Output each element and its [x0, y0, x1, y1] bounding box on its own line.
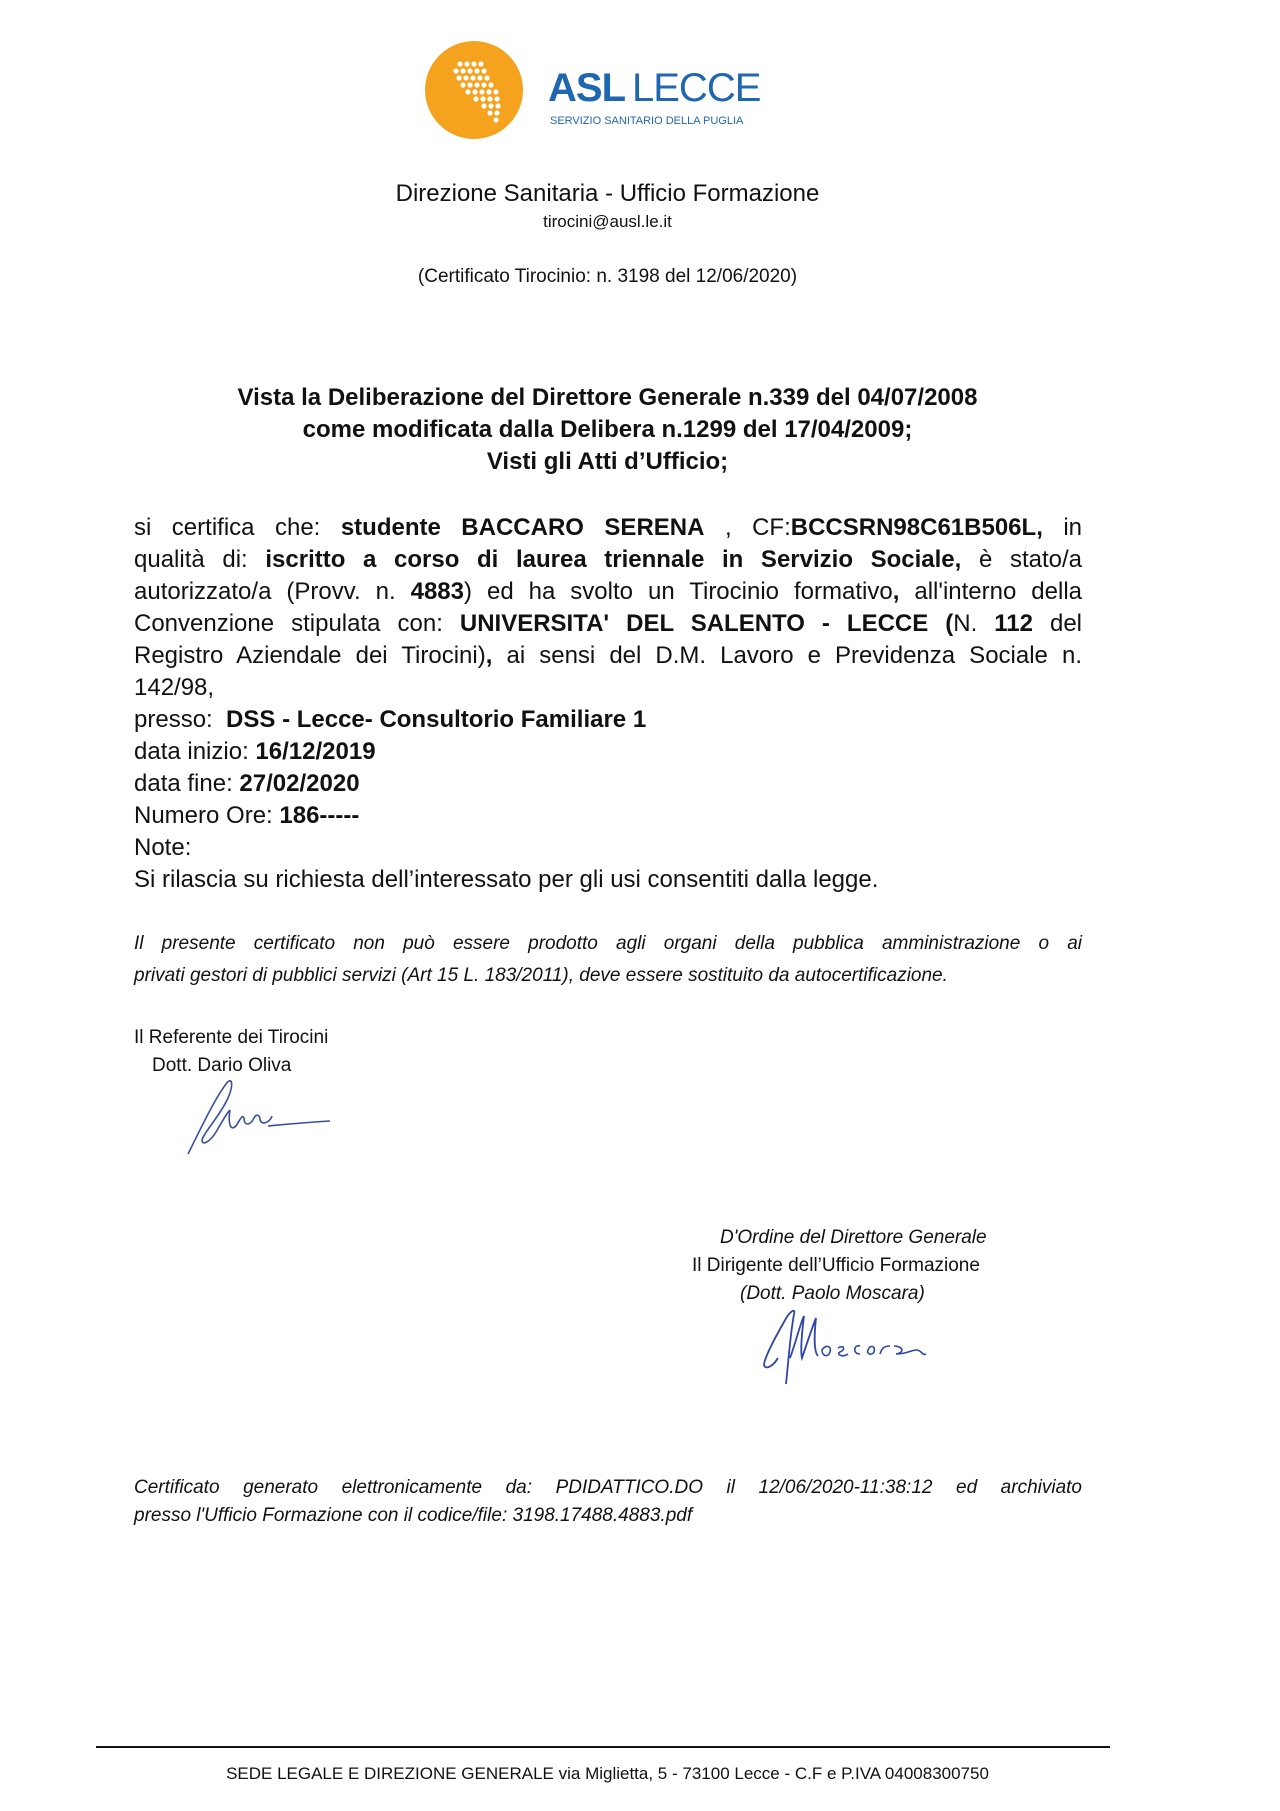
course-description: iscritto a corso di laurea triennale in Servizio Sociale, — [265, 546, 962, 573]
end-date-label: data fine: — [134, 770, 233, 797]
presso-label: presso: — [134, 706, 213, 733]
start-date-label: data inizio: — [134, 738, 249, 765]
start-date-value: 16/12/2019 — [255, 738, 376, 765]
asl-lecce-logo — [424, 40, 764, 140]
preamble-line-1: Vista la Deliberazione del Direttore Generale n.339 del 04/07/2008 — [237, 384, 978, 411]
start-date-line — [134, 736, 1082, 768]
stipulated-label: stipulata con: — [291, 610, 443, 637]
preamble-line-2: come modificata dalla Delibera n.1299 del 17/04/2009; — [302, 416, 913, 443]
hours-line — [134, 800, 1082, 832]
comma-bold: , — [892, 578, 900, 605]
footer-legal-address: SEDE LEGALE E DIREZIONE GENERALE via Miglietta, 5 - 73100 Lecce - C.F e P.IVA 04008300750 — [226, 1764, 989, 1783]
logo-brand-asl: ASL — [548, 66, 625, 110]
authorization-label: autorizzato/a (Provv. n. — [134, 578, 396, 605]
logo-subtitle: SERVIZIO SANITARIO DELLA PUGLIA — [550, 115, 744, 127]
university-name: UNIVERSITA' DEL SALENTO - LECCE ( — [459, 610, 954, 637]
generated-line-2: presso l'Ufficio Formazione con il codice/file: 3198.17488.4883.pdf — [134, 1505, 693, 1526]
right-signatory-line-2: Il Dirigente dell’Ufficio Formazione — [692, 1255, 980, 1276]
preamble-line-3: Visti gli Atti d’Ufficio; — [486, 448, 729, 475]
generated-line-1: Certificato generato elettronicamente da: PDIDATTICO.DO il 12/06/2020-11:38:12 ed archiviato — [134, 1477, 1082, 1498]
register-number: 112 — [994, 610, 1033, 637]
note-label: Note: — [134, 834, 192, 861]
student-name: studente BACCARO SERENA — [340, 514, 705, 541]
body-line-3 — [134, 576, 1082, 608]
hours-label: Numero Ore: — [134, 802, 273, 829]
footer-divider — [96, 1746, 1110, 1748]
status-text: è stato/a — [978, 546, 1082, 573]
puglia-map-logo-icon — [424, 40, 544, 140]
word-in: in — [1063, 514, 1083, 541]
presso-line — [134, 704, 1082, 736]
left-signatory-role: Il Referente dei Tirocini — [134, 1027, 329, 1048]
logo-brand-lecce: LECCE — [632, 66, 761, 110]
office-title: Direzione Sanitaria - Ufficio Formazione — [395, 180, 820, 207]
role-label: qualità di: — [134, 546, 248, 573]
certify-label: si certifica che: — [134, 514, 321, 541]
paren-close: ) — [463, 578, 472, 605]
fiscal-code: BCCSRN98C61B506L, — [790, 514, 1043, 541]
internship-text: ed ha svolto un Tirocinio formativo — [486, 578, 893, 605]
presso-site-a: DSS - Lecce — [226, 706, 365, 733]
release-statement: Si rilascia su richiesta dell’interessato per gli usi consentiti dalla legge. — [134, 866, 879, 893]
certificate-reference: (Certificato Tirocinio: n. 3198 del 12/06/2020) — [417, 266, 798, 287]
provvedimento-number: 4883 — [410, 578, 464, 605]
word-del: del — [1049, 610, 1082, 637]
comma: , — [724, 514, 732, 541]
body-line-1 — [134, 512, 1082, 544]
body-line-5 — [134, 640, 1082, 672]
right-signatory-line-1: D'Ordine del Direttore Generale — [720, 1227, 987, 1248]
number-label: N. — [953, 610, 978, 637]
notice-line-1: Il presente certificato non può essere prodotto agli organi della pubblica amministrazione o ai — [134, 933, 1082, 954]
cf-label: CF: — [752, 514, 791, 541]
right-signatory-line-3: (Dott. Paolo Moscara) — [740, 1283, 925, 1304]
within-text: all'interno della — [914, 578, 1083, 605]
body-line-2 — [134, 544, 1082, 576]
convention-label: Convenzione — [134, 610, 275, 637]
body-line-4 — [134, 608, 1082, 640]
decree-text: ai sensi del D.M. Lavoro e Previdenza Sociale n. — [506, 642, 1082, 669]
presso-site-b: - Consultorio Familiare 1 — [364, 706, 647, 733]
moscara-signature-icon — [756, 1306, 956, 1386]
office-email: tirocini@ausl.le.it — [543, 212, 672, 231]
hours-value: 186----- — [279, 802, 360, 829]
oliva-signature-icon — [180, 1070, 340, 1160]
end-date-value: 27/02/2020 — [239, 770, 360, 797]
comma-bold-2: , — [485, 642, 493, 669]
end-date-line — [134, 768, 1082, 800]
body-line-6: 142/98, — [134, 674, 215, 701]
register-text: Registro Aziendale dei Tirocini) — [134, 642, 486, 669]
left-signatory-name: Dott. Dario Oliva — [152, 1055, 292, 1076]
notice-line-2: privati gestori di pubblici servizi (Art 15 L. 183/2011), deve essere sostituito da autocertificazione. — [134, 965, 948, 986]
